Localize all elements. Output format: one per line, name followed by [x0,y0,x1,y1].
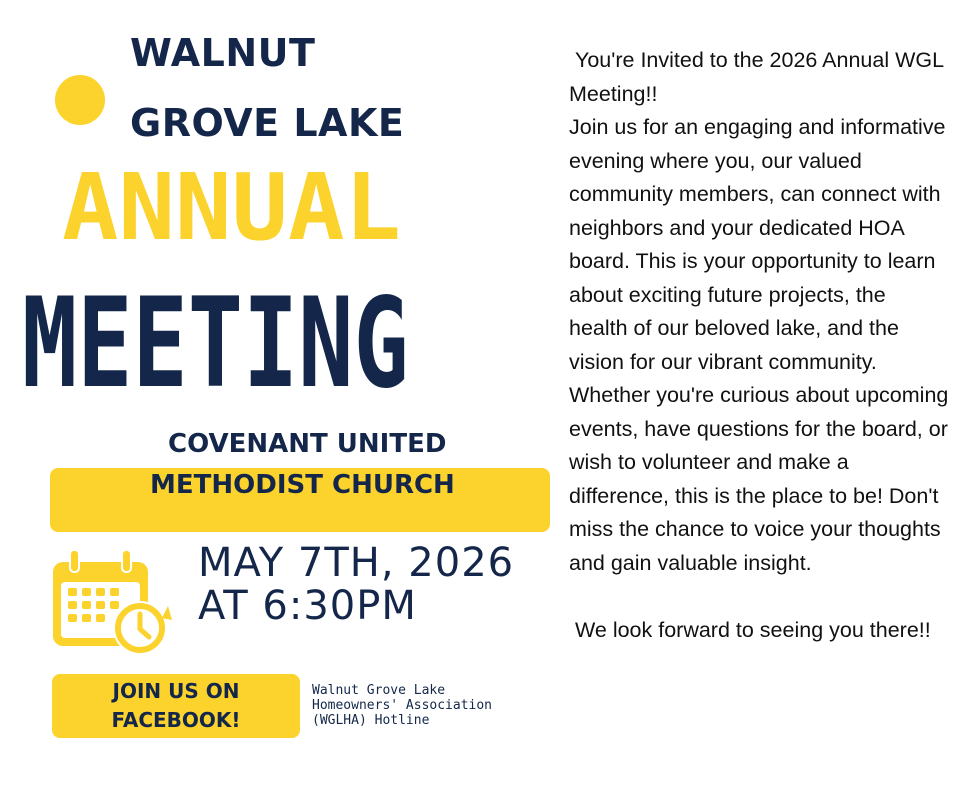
sun-circle [55,75,105,125]
headline-annual: ANNUAL [62,154,401,261]
venue-name-line1: COVENANT UNITED [168,429,447,459]
hoa-hotline-caption [312,683,532,728]
title-grove-lake: GROVE LAKE [130,101,405,145]
facebook-label-line1: JOIN US ON [112,679,240,703]
event-time: AT 6:30PM [198,583,417,629]
facebook-label-line2: FACEBOOK! [111,708,241,732]
event-date: MAY 7TH, 2026 [198,540,515,586]
join-facebook-button[interactable] [52,674,300,738]
invitation-body: Join us for an engaging and informative evening where you, our valued community members, can connect with neighbors and your dedicated HOA board. This is your opportunity to learn about exciting future projects, the health of our beloved lake, and the vision for our vibrant community. Whether you're curious about upcoming events, have questions for the board, or wish to volunteer and make a difference, this is the place to be! Don't miss the chance to voice your thoughts and gain valuable insight. [569,115,949,575]
headline-meeting: MEETING [22,272,409,416]
title-walnut: WALNUT [130,31,316,75]
paragraph-spacer [569,580,949,614]
invitation-heading: You're Invited to the 2026 Annual WGL Meeting!! [569,48,950,106]
hotline-line1: Walnut Grove Lake [312,683,446,698]
hotline-line2: Homeowners' Association [312,698,493,713]
hotline-line3: (WGLHA) Hotline [312,713,430,728]
calendar-clock-icon [50,548,180,658]
venue-name-line2: METHODIST CHURCH [150,470,455,500]
invitation-closing: We look forward to seeing you there!! [569,617,931,642]
invitation-text [569,44,949,647]
